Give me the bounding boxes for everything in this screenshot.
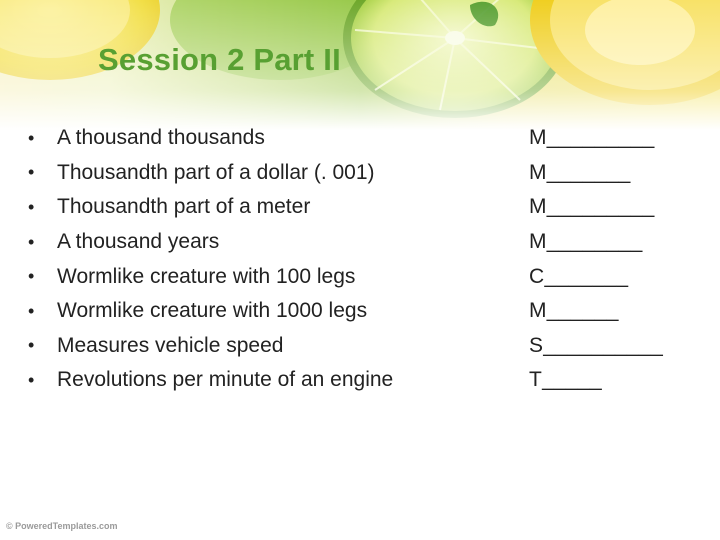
bullet-icon: • [28, 369, 35, 390]
prompt-text: A thousand years [57, 230, 220, 254]
bullet-icon: • [28, 162, 35, 183]
answer-list [529, 121, 709, 398]
answer-blank: S__________ [529, 333, 664, 357]
answer-blank: M_________ [529, 126, 655, 150]
list-item [24, 121, 494, 156]
list-item [24, 259, 494, 294]
prompt-text: Thousandth part of a dollar (. 001) [57, 160, 375, 184]
bullet-icon: • [28, 196, 35, 217]
prompt-text: Revolutions per minute of an engine [57, 368, 394, 392]
bullet-icon: • [28, 266, 35, 287]
prompt-text: A thousand thousands [57, 126, 265, 150]
list-item [24, 329, 494, 364]
watermark: © PoweredTemplates.com [6, 521, 118, 531]
bullet-icon: • [28, 231, 35, 252]
prompt-text: Measures vehicle speed [57, 333, 284, 357]
answer-blank: M______ [529, 299, 619, 323]
answer-blank: C_______ [529, 264, 629, 288]
answer-blank: M________ [529, 230, 643, 254]
answer-blank: M_______ [529, 160, 631, 184]
list-item [24, 190, 494, 225]
bullet-icon: • [28, 335, 35, 356]
answer-blank: T_____ [529, 368, 603, 392]
answer-blank: M_________ [529, 195, 655, 219]
prompt-text: Wormlike creature with 100 legs [57, 264, 356, 288]
list-item [24, 225, 494, 260]
bullet-icon: • [28, 127, 35, 148]
prompt-text: Wormlike creature with 1000 legs [57, 299, 368, 323]
prompt-list [24, 121, 494, 398]
list-item [24, 363, 494, 398]
bullet-icon: • [28, 300, 35, 321]
prompt-text: Thousandth part of a meter [57, 195, 311, 219]
list-item [24, 156, 494, 191]
list-item [24, 294, 494, 329]
slide-title: Session 2 Part II [98, 42, 341, 77]
